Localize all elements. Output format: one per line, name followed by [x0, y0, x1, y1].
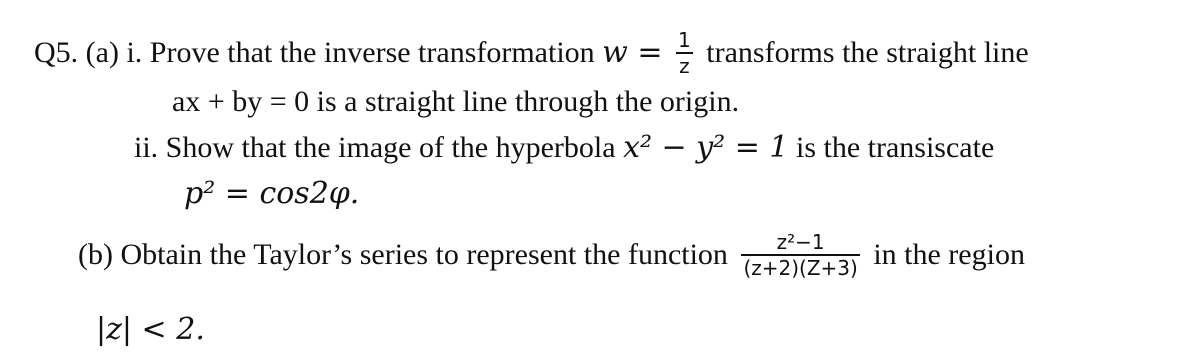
question-line-equation: [172, 84, 739, 120]
fraction-denominator: z: [679, 54, 690, 78]
line-equation-text: ax + by = 0 is a straight line through the origin.: [172, 85, 740, 118]
hyperbola-equation: x² − y² = 1: [623, 130, 789, 165]
question-a-ii-tail: is the transiscate: [796, 131, 995, 164]
inverse-fraction: [676, 28, 693, 78]
region-condition: |z| < 2.: [96, 312, 205, 347]
question-a-i-text: Q5. (a) i. Prove that the inverse transformation: [34, 35, 595, 69]
question-b-text: (b) Obtain the Taylor’s series to represent the function: [78, 237, 728, 271]
question-line-a-i: [34, 30, 1029, 80]
question-line-a-ii: [134, 130, 994, 166]
function-fraction: [741, 230, 859, 280]
question-a-i-tail: transforms the straight line: [706, 35, 1029, 69]
question-line-polar: [184, 176, 359, 212]
polar-equation: p² = cos2φ.: [184, 176, 360, 211]
question-line-b: [78, 232, 1025, 282]
function-numerator: z²−1: [776, 230, 825, 254]
question-line-region: [96, 312, 205, 348]
w-expression: w =: [602, 34, 663, 70]
fraction-numerator: 1: [678, 28, 691, 52]
question-b-tail: in the region: [873, 237, 1025, 271]
question-a-ii-text: ii. Show that the image of the hyperbola: [134, 131, 616, 164]
function-denominator: (z+2)(Z+3): [743, 256, 858, 280]
